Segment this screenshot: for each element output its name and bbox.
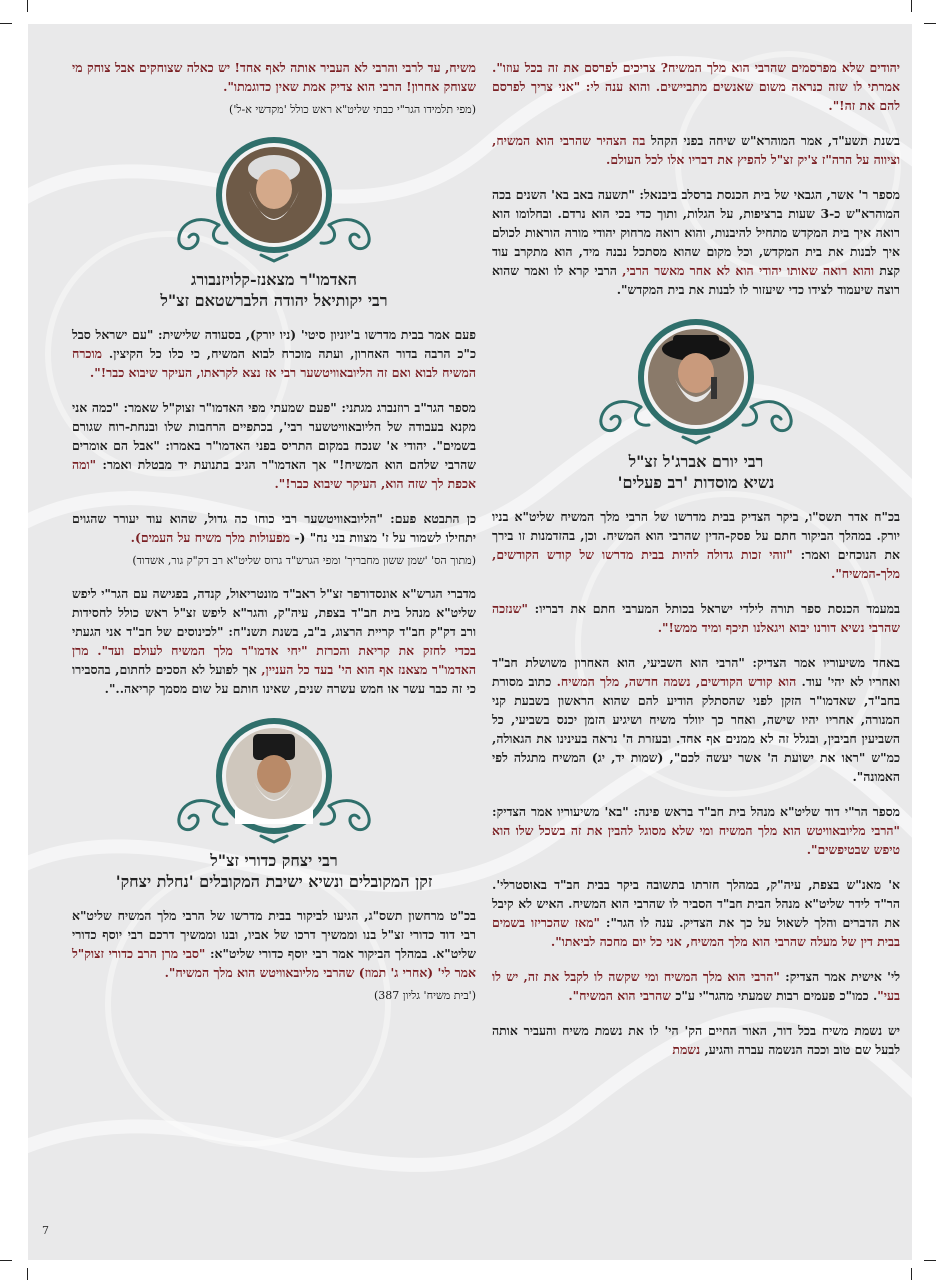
right-column [492, 58, 900, 1075]
paragraph [492, 58, 900, 115]
portrait-caption [72, 850, 476, 892]
paragraph [492, 653, 900, 786]
paragraph [492, 875, 900, 951]
emphasis-text: בכדי לחזק את קריאת והכרזת "יחי אדמו"ר מלך המשיח לעולם ועד". מרן האדמו"ר מצאנז אף הוא הי' בעד כל העניין, [72, 643, 476, 677]
portrait-caption [492, 451, 900, 493]
body-text: מדברי הגרש"א אונסדורפר זצ"ל ראב"ד מונטריאול, קנדה, בפגישה עם הגר"י ליפש שליט"א מנהל בית חב"ד בצפת, עיה"ק, והגר"א ליפש זצ"ל ראש כולל לחסידות ורב דק"ק חב"ד קריית הרצוג, ב"ב, בשנת תשנ"ח: "לכינוסים של חב"ד אני הגעתי [72, 586, 476, 639]
paragraph [492, 1021, 900, 1059]
emphasis-text: "מאז שהכריזו בשמים בבית דין של מעלה שהרבי הוא מלך המשיח, אני כל יום מחכה לביאתו". [492, 915, 900, 949]
paragraph [492, 802, 900, 859]
source-citation: (מתוך הס' 'שמן ששון מחבריך' ומפי הגרש"ד גרוס שליט"א רב דק"ק גור, אשדוד) [132, 554, 476, 567]
body-text: כן התבטא פעם: "הליובאוויטשער רבי כוחו כה גדול, שהוא עוד יעורר שהגוים יתחילו לשמור על ז' מצוות בני נח" (- [72, 511, 476, 545]
emphasis-text: יהודים שלא מפרסמים שהרבי הוא מלך המשיח? צריכים לפרסם את זה בכל עוזו". אמרתי לו שזה כנראה משום שאנשים מתביישים. והוא ענה לי: "אני צריך לפרסם להם את זה!". [492, 60, 900, 113]
body-text: מספר הגר"ב רוזנברג מגתני: "פעם שמעתי מפי האדמו"ר זצוק"ל שאמר: "כמה אני מקנא בעבודה של הליובאוויטשער רבי', בכתפיים הרחבות שלו ובנחת-רוח שגורם בשמים". יהודי א' שנכח במקום התריס בפני האדמו"ר באמרו: "אבל הם אומרים שהרבי שלהם הוא המשיח!" אך האדמו"ר הגיב בתנועת יד מבטלת ואמר: [72, 400, 476, 472]
body-text: אך לפועל לא הסכים לחתום, בהסבירו כי זה כבר עשר או חמש עשרה שנים, שאינו חותם על שום מסמך קריאה..". [72, 662, 476, 696]
caption-name: האדמו"ר מצאנז-קלויזנבורג [191, 270, 357, 289]
body-text: א' מאנ"ש בצפת, עיה"ק, במהלך חזרתו בתשובה ביקר בבית חב"ד באוסטרלי'. הר"ד לידר שליט"א מנהל הבית חב"ד הסביר לו שהרבי הוא המשיח. האיש לא קיבל את הדברים והלך לשאול על כך את הצדיק. ענה לו הגר": [492, 877, 900, 930]
caption-name: רבי יורם אברג'ל זצ"ל [628, 452, 764, 471]
paragraph [492, 599, 900, 637]
paragraph [492, 185, 900, 299]
page-number: 7 [42, 1224, 49, 1237]
body-text: יש נשמת משיח בכל דור, האור החיים הק' הי' לו את נשמת משיח והעביר אותה לבעל שם טוב וככה הנשמה עברה והגיע, [492, 1023, 900, 1057]
source-citation: ('בית משיח' גליון 387) [373, 989, 476, 1002]
emphasis-text: "ומה אכפת לך שזה הוא, העיקר שיבוא כבר!". [72, 457, 476, 491]
emphasis-text: מפעולות מלך משיח על העמים). [130, 530, 291, 545]
emphasis-text: "סבי מרן הרב כדורי זצוק"ל אמר לי' (אחרי ג' תמוז) שהרבי מליובאוויטש הוא מלך המשיח". [72, 946, 476, 980]
caption-title: רבי יקותיאל יהודה הלברשטאם זצ"ל [160, 291, 388, 310]
portrait-frame [169, 133, 379, 263]
body-text: כתוב מסורת בחב"ד, שאדמו"ר הזקן לפני שהסתלק הודיע להם שהוא הראשון בשבעת קני המנורה, אחריו יהיו שישה, ואחר כך יוולד משיח ושיגיע הזמן יכנס בשביעי, כל השביעין חביבין, ובגלל זה לא ממנים אף אחד. ובעזרת ה' נראה בעינינו את הגאולה, כמ"ש "ראו את ישועת ה' אשר יעשה לכם", (שמות יד, יג) המשיח מתגלה לפי האמונה". [492, 674, 900, 784]
emphasis-text: "שנזכה שהרבי נשיא דורנו יבוא ויגאלנו תיכף ומיד ממש!". [492, 601, 900, 635]
paragraph [492, 131, 900, 169]
emphasis-text: הוא קודש הקודשים, נשמה חדשה, מלך המשיח. [556, 674, 797, 689]
paragraph [72, 509, 476, 547]
body-text: הרבי קרא לו ואמר שהוא רוצה שיעמוד לצידו כדי שיעזור לו לבנות את בית המקדש". [492, 263, 900, 297]
portrait-kaduri-icon [216, 718, 332, 834]
paragraph [72, 58, 476, 96]
body-text: . כמו"כ פעמים רבות שמעתי מהגר"י ע"כ [671, 988, 878, 1003]
emphasis-text: מוכרח המשיח לבוא ואם זה הליובאוויטשער רבי אז נצא לקראתו, העיקר שיבוא כבר!". [72, 346, 476, 380]
paragraph [492, 507, 900, 583]
emphasis-text: "הרבי הוא מלך המשיח ומי שקשה לו לקבל את זה, יש לו בעי" [492, 969, 900, 1003]
portrait-abergel-icon [638, 319, 754, 435]
emphasis-text: "זוהי זכות גדולה להיות בבית מדרשו של קודש הקודשים, מלך-המשיח". [492, 547, 900, 581]
portrait-caption [72, 269, 476, 311]
body-text: באחד משיעוריו אמר הצדיק: "הרבי הוא השביעי, הוא האחרון משושלת חב"ד ואחריו לא יהי' עוד. [492, 655, 900, 689]
paragraph [72, 906, 476, 982]
emphasis-text: שהרבי הוא המשיח". [568, 988, 672, 1003]
body-text: לי' אישית אמר הצדיק: [779, 969, 901, 984]
body-text: בשנת תשע"ד, אמר המוהרא"ש שיחה בפני הקהל [645, 133, 900, 148]
body-text: בכ"ח אדר תשס"ו, ביקר הצדיק בבית מדרשו של הרבי מלך המשיח שליט"א בניו יורק. במהלך הביקור חתם על פסק-הדין שהרבי הוא המשיח. וכן, בהזדמנות זו בירך את הנוכחים ואמר: [492, 509, 900, 562]
body-text: בכ"ט מרחשון תשס"ג, הגיעו לביקור בבית מדרשו של הרבי מלך המשיח שליט"א רבי דוד כדורי זצ"ל בנו וממשיך דרכו של אביו, ובנו וממשיך דרכם רבי יוסף כדורי שליט"א. במהלך הביקור אמר רבי יוסף כדורי שליט"א: [72, 908, 476, 961]
body-text: פעם אמר בבית מדרשו ב'יוניון סיטי' (ניו יורק), בסעודה שלישית: "עם ישראל סבל כ"כ הרבה בדור האחרון, ועתה מוכרח לבוא המשיח, כי כלו כל הקיצין. [72, 327, 476, 361]
paragraph [72, 584, 476, 698]
emphasis-text: והוא רואה שאותו יהודי הוא לא אחר מאשר הרבי, [622, 263, 875, 278]
caption-name: רבי יצחק כדורי זצ"ל [210, 851, 338, 870]
body-text: במעמד הכנסת ספר תורה לילדי ישראל בכותל המערבי חתם את דבריו: [527, 601, 900, 616]
emphasis-text: בה הצהיר שהרבי הוא המשיח, וציווה על הרה"ז צ'יק זצ"ל להפיץ את דבריו אלו לכל העולם. [492, 133, 900, 167]
source-citation: (מפי תלמידו הגר"י כבתי שליט"א ראש כולל 'מקדשי א-ל') [229, 103, 476, 116]
portrait-frame [591, 315, 801, 445]
paragraph [72, 325, 476, 382]
emphasis-text: משיח, עד לרבי והרבי לא העביר אותה לאף אחד! יש כאלה שצוחקים אבל צוחק מי שצוחק אחרון! הרבי הוא צדיק אמת שאין כדוגמתו". [72, 60, 476, 94]
caption-title: נשיא מוסדות 'רב פעלים' [617, 473, 775, 492]
paragraph [492, 967, 900, 1005]
body-text: מספר הר"י דוד שליט"א מנהל בית חב"ד בראש פינה: "בא' משיעוריו אמר הצדיק: [492, 804, 900, 819]
left-column [72, 58, 476, 1019]
caption-title: זקן המקובלים ונשיא ישיבת המקובלים 'נחלת יצחק' [115, 872, 433, 891]
portrait-frame [169, 714, 379, 844]
paragraph [72, 398, 476, 493]
emphasis-text: "הרבי מליובאוויטש הוא מלך המשיח ומי שלא מסוגל להבין את זה בשכל שלו הוא טיפש שבטיפשים". [492, 823, 900, 857]
emphasis-text: נשמת [672, 1042, 701, 1057]
body-text: מספר ר' אשר, הגבאי של בית הכנסת ברסלב ביבנאל: "תשעה באב בא' השנים בכה המוהרא"ש כ-3 שעות ברציפות, על הגלות, ותוך כדי בכי הוא נרדם. ובחלומו הוא רואה איך בית המקדש מתחיל להיבנות, והוא רואה מרחוק יהודי מורה הוראות לכולם איך לבנות את בית המקדש, וכל מקום שהוא מסתכל נבנה מיד, הוא מתקרב עוד קצת [492, 187, 900, 278]
portrait-sanz-icon [216, 137, 332, 253]
